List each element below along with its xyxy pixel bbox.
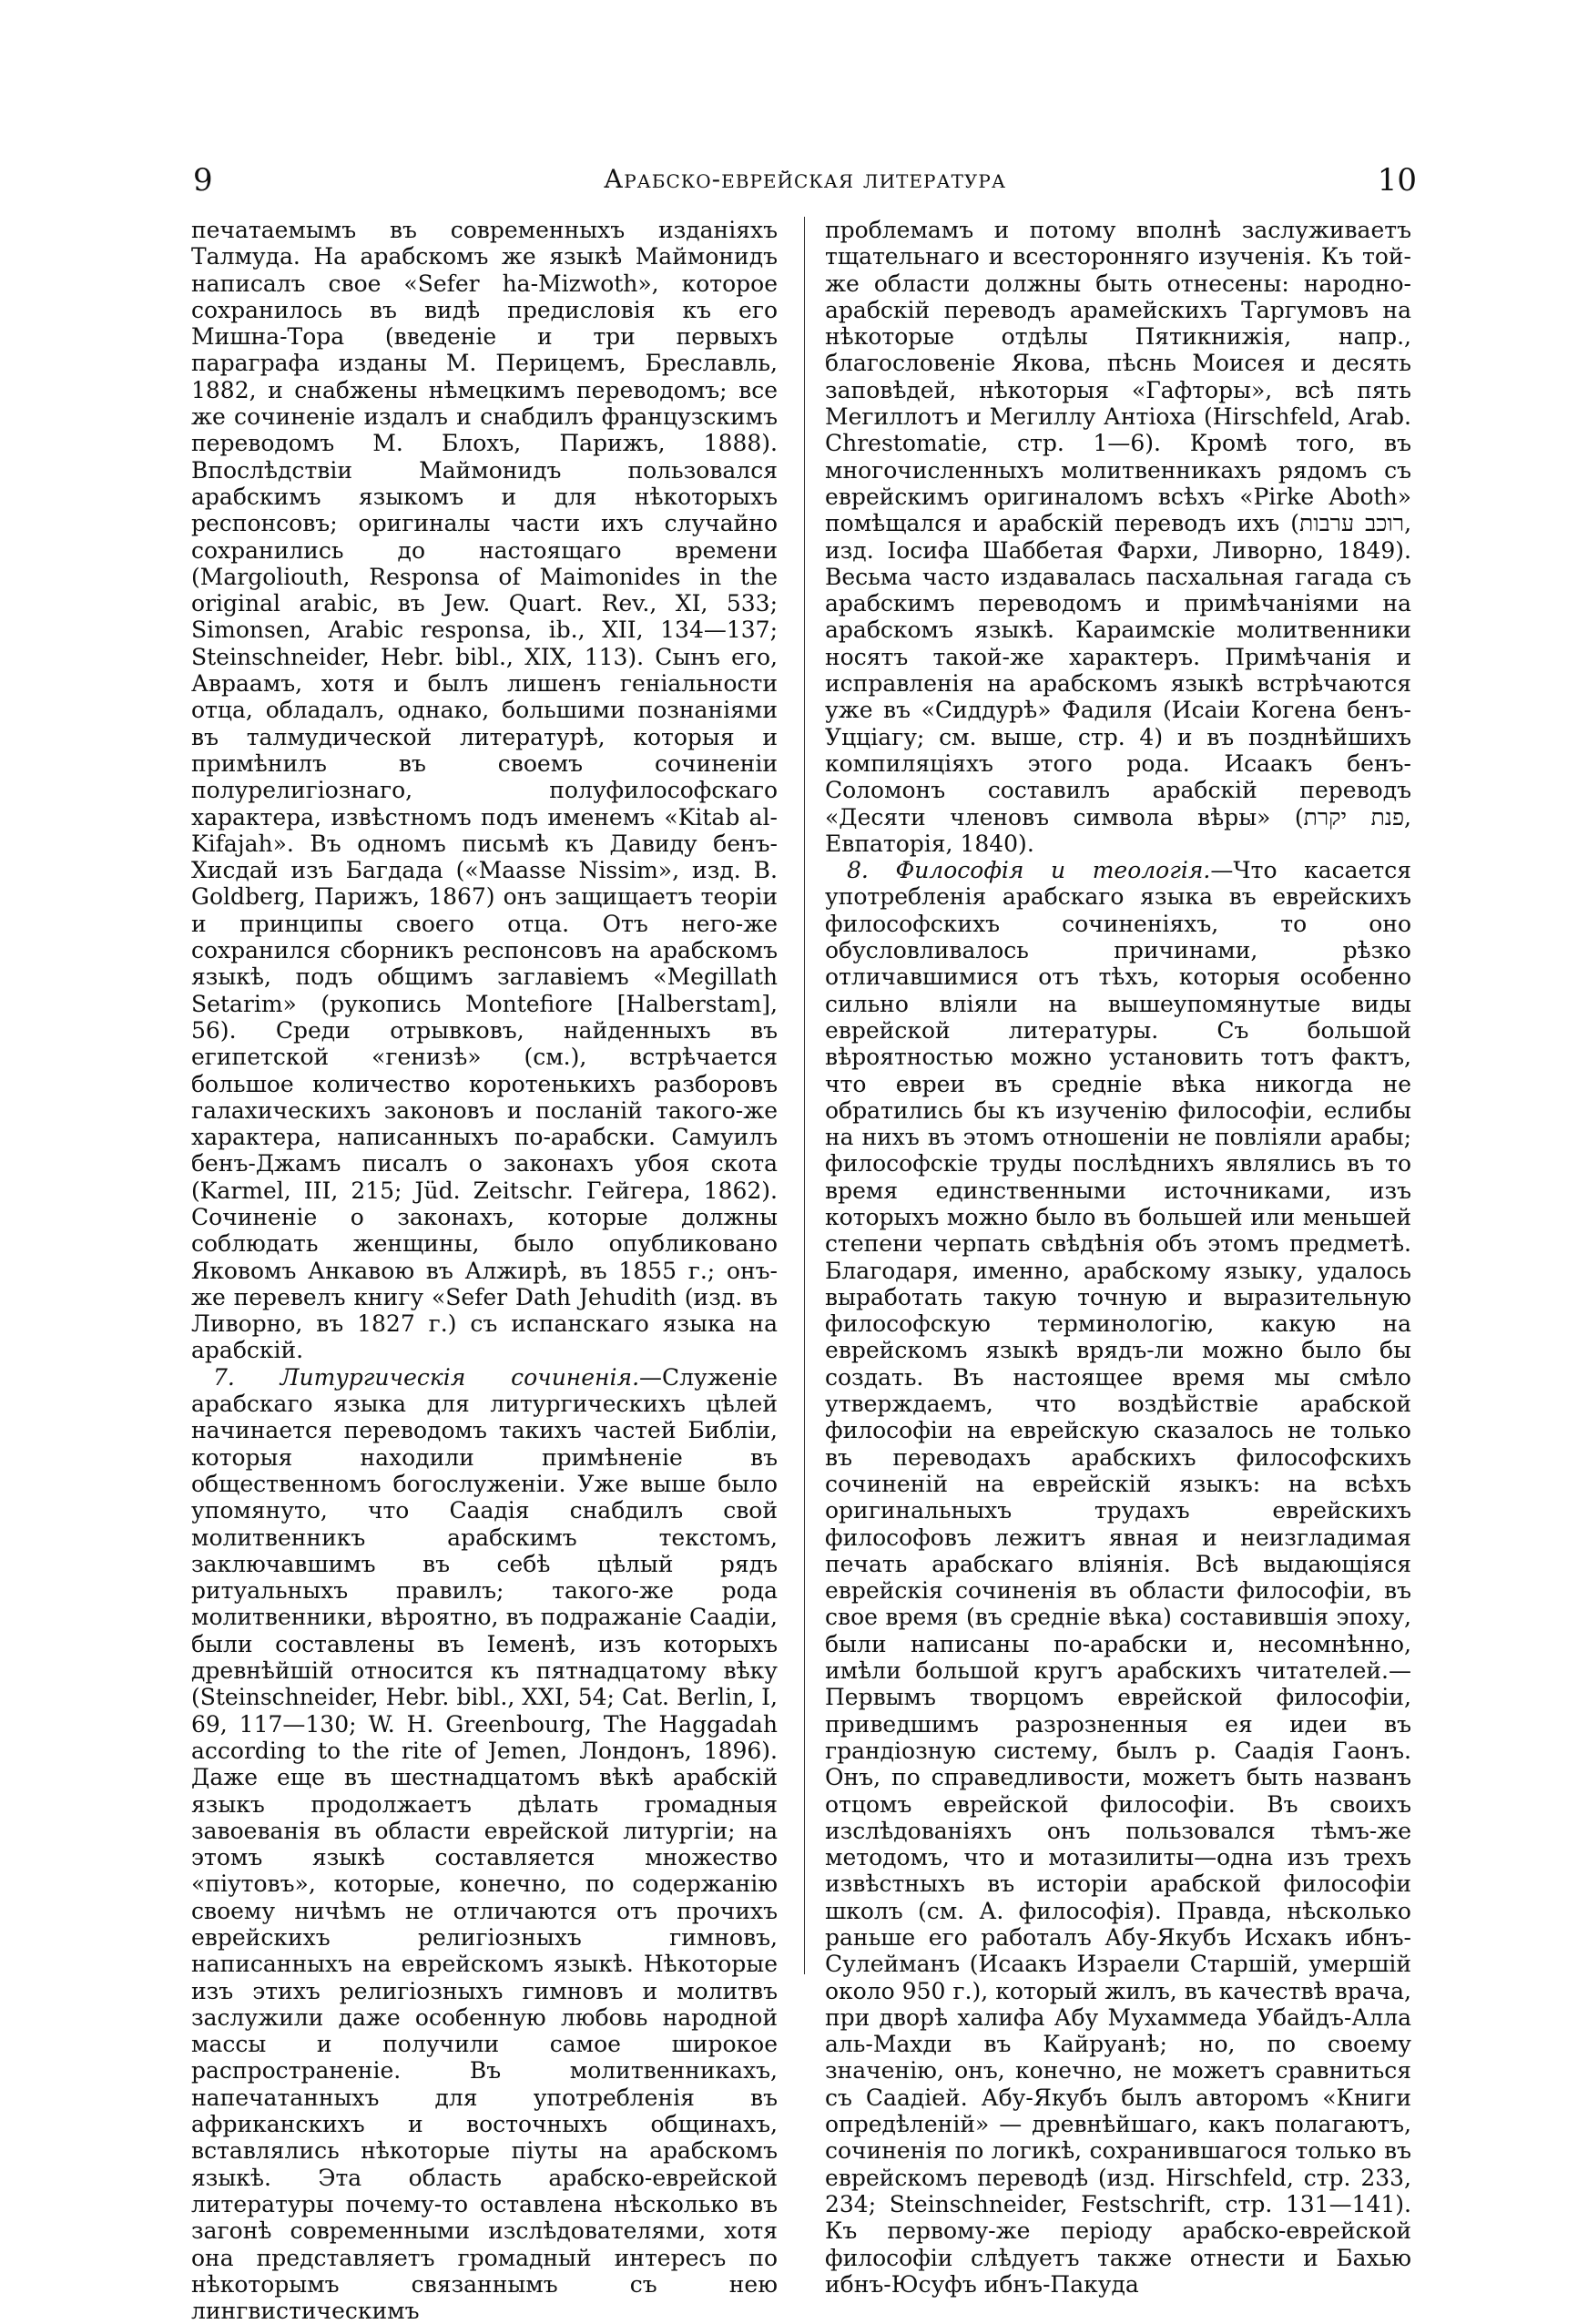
page-number-left: 9 xyxy=(193,162,213,199)
running-title: Арабско-еврейская литература xyxy=(604,164,1006,194)
section-7-body: —Служеніе арабскаго языка для литургическихъ цѣлей начинается переводомъ такихъ частей Библіи, которыя находили примѣненіе въ общественномъ богослуженіи. Уже выше было упомянуто, что Саадія снабдилъ свой молитвенникъ арабскимъ текстомъ, заключавшимъ въ себѣ цѣлый рядъ ритуальныхъ правилъ; такого-же рода молитвенники, вѣроятно, въ подражаніе Саадіи, были составлены въ Іеменѣ, изъ которыхъ древнѣйшій относится къ пятнадцатому вѣку (Steinschneider, Hebr. bibl., XXI, 54; Cat. Berlin, I, 69, 117—130; W. H. Greenbourg, The Haggadah according to the rite of Jemen, Лондонъ, 1896). Даже еще въ шестнадцатомъ вѣкѣ арабскій языкъ продолжаетъ дѣлать громадныя завоеванія въ области еврейской литургіи; на этомъ языкѣ составляется множество «піутовъ», которые, конечно, по содержанію своему ничѣмъ не отличаются отъ прочихъ еврейскихъ религіозныхъ гимновъ, написанныхъ на еврейскомъ языкѣ. Нѣкоторые изъ этихъ религіозныхъ гимновъ и молитвъ заслужили даже особенную любовь народной массы и получили самое широкое распространеніе. Въ молитвенникахъ, напечатанныхъ для употребленія въ африканскихъ и восточныхъ общинахъ, вставлялись нѣкоторые піуты на арабскомъ языкѣ. Эта область арабско-еврейской литературы почему-то оставлена нѣсколько въ загонѣ современными изслѣдователями, хотя она представляетъ громадный интересъ по нѣкоторымъ связаннымъ съ нею лингвистическимъ xyxy=(191,1363,778,2324)
right-paragraph-1: проблемамъ и потому вполнѣ заслуживаетъ тщательнаго и всесторонняго изученія. Къ той-же области должны быть отнесены: народно-арабскій переводъ арамейскихъ Таргумовъ на нѣкоторые отдѣлы Пятикнижія, напр., благословеніе Якова, пѣснь Моисея и десять заповѣдей, нѣкоторыя «Гафторы», всѣ пять Мегиллотъ и Мегиллу Антіоха (Hirschfeld, Arab. Chrestomatie, стр. 1—6). Кромѣ того, въ многочисленныхъ молитвенникахъ рядомъ съ еврейскимъ оригиналомъ всѣхъ «Pirke Aboth» помѣщался и арабскій переводъ ихъ (רוכב ערבות, изд. Іосифа Шаббетая Фархи, Ливорно, 1849). Весьма часто издавалась пасхальная гагада съ арабскимъ переводомъ и примѣчаніями на арабскомъ языкѣ. Караимскіе молитвенники носятъ такой-же характеръ. Примѣчанія и исправленія на арабскомъ языкѣ встрѣчаются уже въ «Сиддурѣ» Фадиля (Исаіи Когена бенъ-Уцціагу; см. выше, стр. 4) и въ позднѣйшихъ компиляціяхъ этого рода. Исаакъ бенъ-Соломонъ составилъ арабскій переводъ «Десяти членовъ символа вѣры» (פנת יקרת, Евпаторія, 1840). xyxy=(825,217,1412,857)
left-column xyxy=(191,217,778,2324)
page-number-right: 10 xyxy=(1377,162,1417,199)
section-8-body: —Что касается употребленія арабскаго языка въ еврейскихъ философскихъ сочиненіяхъ, то оно обусловливалось причинами, рѣзко отличавшимися отъ тѣхъ, которыя особенно сильно вліяли на вышеупомянутые виды еврейской литературы. Съ большой вѣроятностью можно установить тотъ фактъ, что евреи въ средніе вѣка никогда не обратились бы къ изученію философіи, еслибы на нихъ въ этомъ отношеніи не повліяли арабы; философскіе труды послѣднихъ являлись въ то время единственными источниками, изъ которыхъ можно было въ большей или меньшей степени черпать свѣдѣнія объ этомъ предметѣ. Благодаря, именно, арабскому языку, удалось выработать такую точную и выразительную философскую терминологію, какую на еврейскомъ языкѣ врядъ-ли можно было бы создать. Въ настоящее время мы смѣло утверждаемъ, что воздѣйствіе арабской философіи на еврейскую сказалось не только въ переводахъ арабскихъ философскихъ сочиненій на еврейскій языкъ: на всѣхъ оригинальныхъ трудахъ еврейскихъ философовъ лежитъ явная и неизгладимая печать арабскаго вліянія. Всѣ выдающіяся еврейскія сочиненія въ области философіи, въ свое время (въ средніе вѣка) составившія эпоху, были написаны по-арабски и, несомнѣнно, имѣли большой кругъ арабскихъ читателей.—Первымъ творцомъ еврейской философіи, приведшимъ разрозненныя ея идеи въ грандіозную систему, былъ р. Саадія Гаонъ. Онъ, по справедливости, можетъ быть названъ отцомъ еврейской философіи. Въ своихъ изслѣдованіяхъ онъ пользовался тѣмъ-же методомъ, что и мотазилиты—одна изъ трехъ извѣстныхъ въ исторіи арабской философіи школъ (см. А. философія). Правда, нѣсколько раньше его работалъ Абу-Якубъ Исхакъ ибнъ-Сулейманъ (Исаакъ Израели Старшій, умершій около 950 г.), который жилъ, въ качествѣ врача, при дворѣ халифа Абу Мухаммеда Убайдъ-Алла аль-Махди въ Кайруанѣ; но, по своему значенію, онъ, конечно, не можетъ сравниться съ Саадіей. Абу-Якубъ былъ авторомъ «Книги опредѣленій» — древнѣйшаго, какъ полагаютъ, сочиненія по логикѣ, сохранившагося только въ еврейскомъ переводѣ (изд. Hirschfeld, стр. 233, 234; Steinschneider, Festschrift, стр. 131—141). Къ первому-же періоду арабско-еврейской философіи слѣдуетъ также отнести и Бахью ибнъ-Юсуфъ ибнъ-Пакуда xyxy=(825,857,1411,2298)
section-8-title: 8. Философія и теологія. xyxy=(847,857,1211,884)
section-8-paragraph xyxy=(825,857,1411,2298)
section-7-title: 7. Литургическія сочиненія. xyxy=(213,1363,640,1391)
left-paragraph-1: печатаемымъ въ современныхъ изданіяхъ Талмуда. На арабскомъ же языкѣ Маймонидъ написалъ свое «Sefer ha-Mizwoth», которое сохранилось въ видѣ предисловія къ его Мишна-Тора (введеніе и три первыхъ параграфа изданы М. Перицемъ, Бреславль, 1882, и снабжены нѣмецкимъ переводомъ; все же сочиненіе издалъ и снабдилъ французскимъ переводомъ М. Блохъ, Парижъ, 1888). Впослѣдствіи Маймонидъ пользовался арабскимъ языкомъ и для нѣкоторыхъ респонсовъ; оригиналы части ихъ случайно сохранились до настоящаго времени (Margoliouth, Responsa of Maimonides in the original arabic, въ Jew. Quart. Rev., XI, 533; Simonsen, Arabic responsa, ib., XII, 134—137; Steinschneider, Hebr. bibl., XIX, 113). Сынъ его, Авраамъ, хотя и былъ лишенъ геніальности отца, обладалъ, однако, большими познаніями въ талмудической литературѣ, которыя и примѣнилъ въ своемъ сочиненіи полурелигіознаго, полуфилософскаго характера, извѣстномъ подъ именемъ «Kitab al-Kifajah». Въ одномъ письмѣ къ Давиду бенъ-Хисдай изъ Багдада («Maasse Nissim», изд. В. Goldberg, Парижъ, 1867) онъ защищаетъ теоріи и принципы своего отца. Отъ него-же сохранился сборникъ респонсовъ на арабскомъ языкѣ, подъ общимъ заглавіемъ «Megillath Setarim» (рукопись Montefiore [Halberstam], 56). Среди отрывковъ, найденныхъ въ египетской «генизѣ» (см.), встрѣчается большое количество коротенькихъ разборовъ галахическихъ законовъ и посланій такого-же характера, написанныхъ по-арабски. Самуилъ бенъ-Джамъ писалъ о законахъ убоя скота (Karmel, III, 215; Jüd. Zeitschr. Гейгера, 1862). Сочиненіе о законахъ, которые должны соблюдать женщины, было опубликовано Яковомъ Анкавою въ Алжирѣ, въ 1855 г.; онъ-же перевелъ книгу «Sefer Dath Jehudith (изд. въ Ливорно, въ 1827 г.) съ испанскаго языка на арабскій. xyxy=(191,217,778,1364)
section-7-paragraph xyxy=(191,1364,778,2324)
page-header xyxy=(193,162,1417,199)
column-divider xyxy=(804,217,805,1974)
right-column xyxy=(825,217,1411,2298)
